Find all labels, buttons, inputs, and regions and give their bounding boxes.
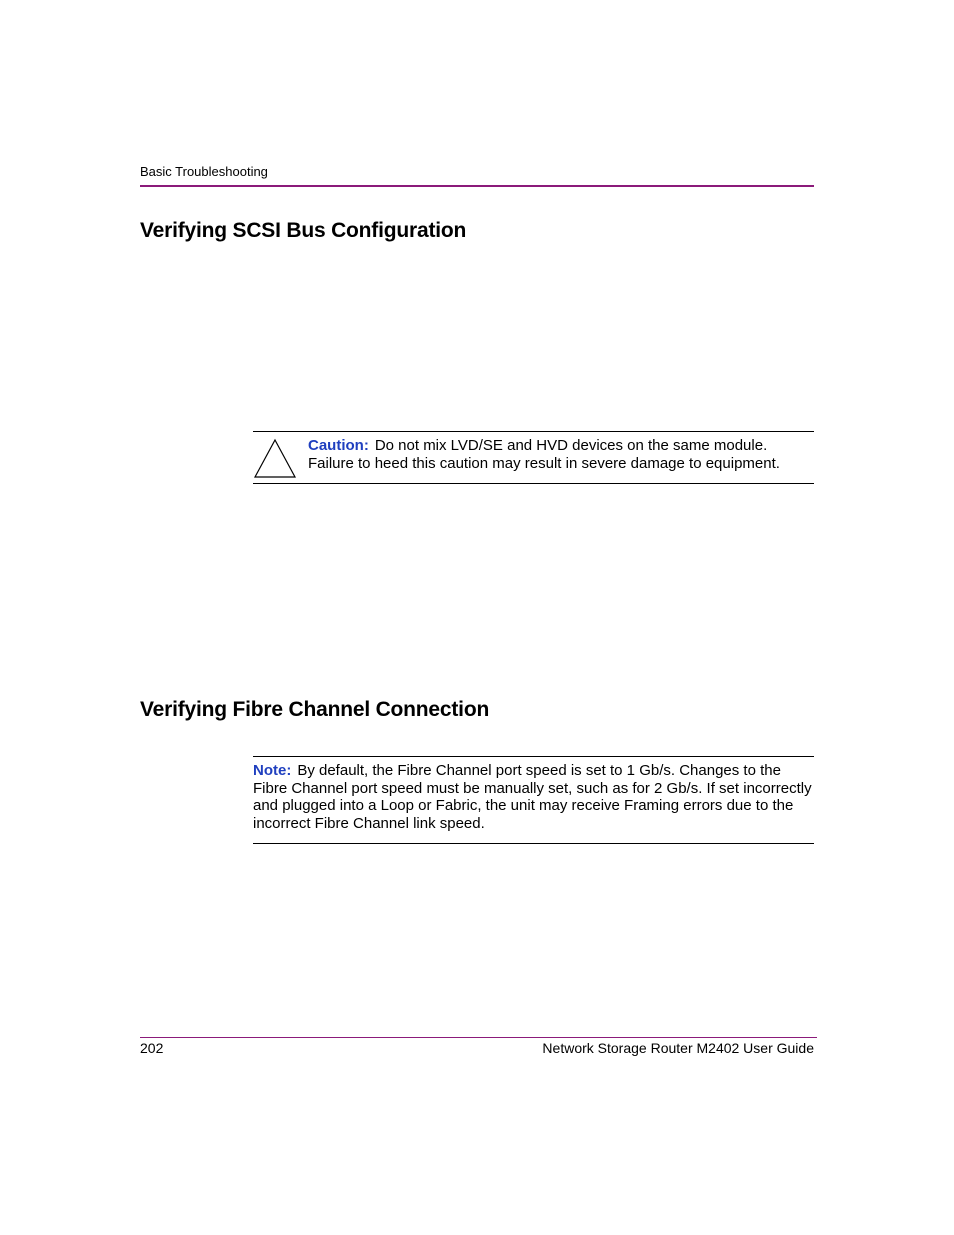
note-bottom-rule <box>253 843 814 844</box>
caution-label: Caution: <box>308 437 369 454</box>
note-label: Note: <box>253 762 292 779</box>
note-block <box>253 762 814 832</box>
section-title-fibre: Verifying Fibre Channel Connection <box>140 698 490 721</box>
note-text: By default, the Fibre Channel port speed is set to 1 Gb/s. Changes to the Fibre Channel port speed must be manually set, such as for 2 Gb/s. If set incorrectly and plugged into a Loop or Fabric, the unit may receive Framing errors due to the incorrect Fibre Channel link speed. <box>253 762 812 832</box>
footer-rule <box>140 1037 817 1038</box>
header-rule <box>140 185 814 187</box>
section-title-scsi: Verifying SCSI Bus Configuration <box>140 219 467 242</box>
running-header: Basic Troubleshooting <box>140 164 268 179</box>
caution-triangle-icon <box>253 438 297 479</box>
page-number: 202 <box>140 1040 164 1056</box>
note-top-rule <box>253 756 814 757</box>
caution-bottom-rule <box>253 483 814 484</box>
book-title: Network Storage Router M2402 User Guide <box>542 1040 814 1056</box>
caution-block <box>308 437 814 472</box>
caution-text: Do not mix LVD/SE and HVD devices on the same module. Failure to heed this caution may result in severe damage to equipment. <box>308 437 780 472</box>
caution-top-rule <box>253 431 814 432</box>
